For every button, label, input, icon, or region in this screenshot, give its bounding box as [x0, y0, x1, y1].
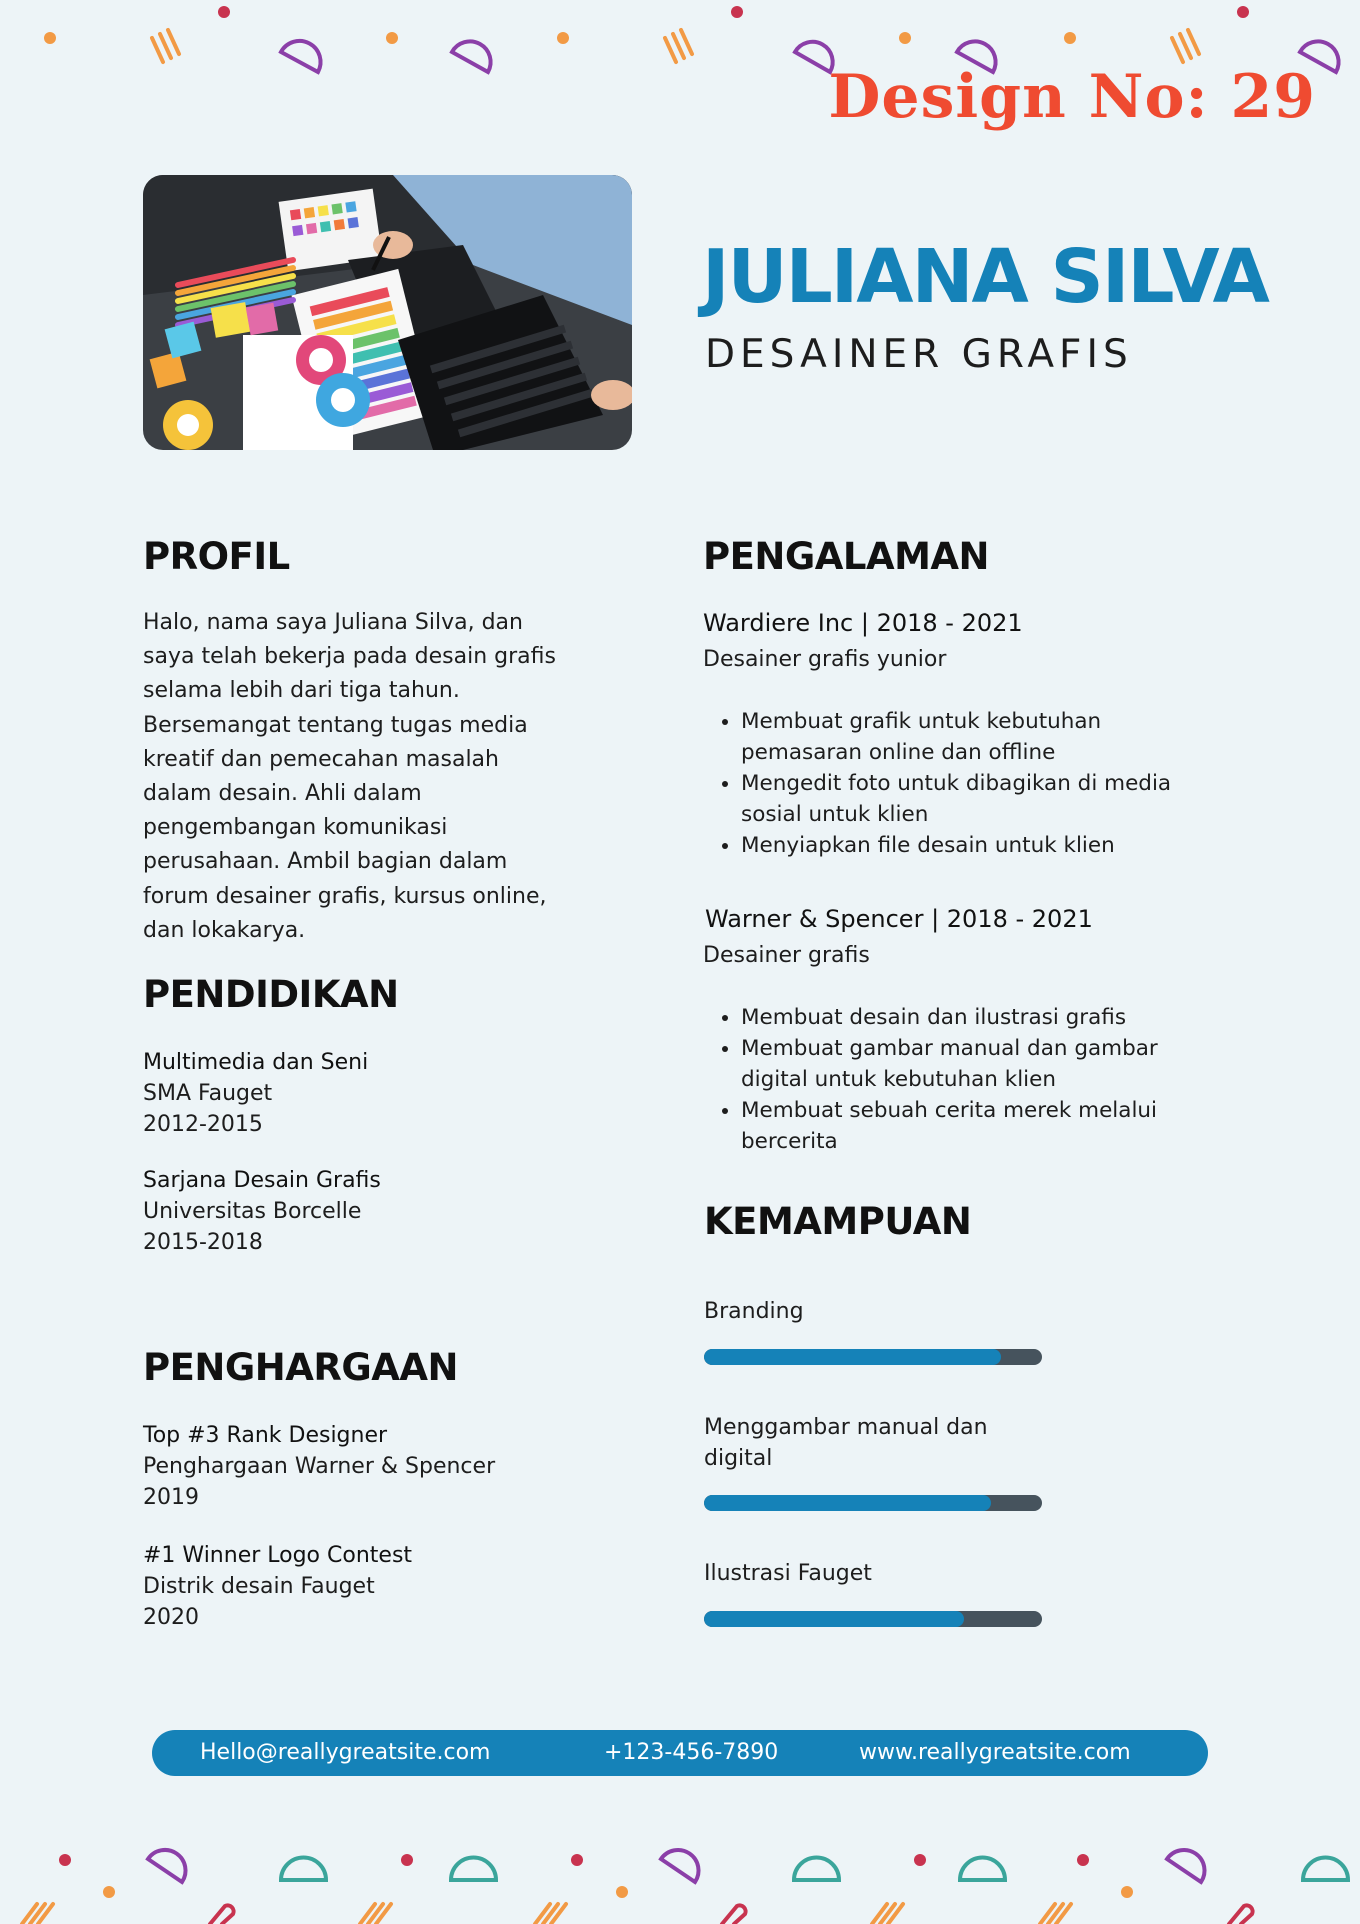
profile-line: forum desainer grafis, kursus online,: [143, 883, 547, 909]
education-entry: [143, 1165, 381, 1258]
profile-line: Halo, nama saya Juliana Silva, dan: [143, 610, 523, 635]
list-item: • Membuat desain dan ilustrasi grafis: [741, 1002, 1221, 1033]
job-bullet-list: [703, 706, 1221, 861]
designer-desk-photo: [143, 175, 632, 450]
profile-line: saya telah bekerja pada desain grafis: [143, 644, 556, 670]
contact-email[interactable]: Hello@reallygreatsite.com: [200, 1740, 491, 1765]
skill-bar-fill: [704, 1611, 964, 1627]
job-title: Wardiere Inc | 2018 - 2021: [703, 609, 1023, 637]
skill-bar: [704, 1495, 1042, 1511]
contact-phone[interactable]: +123-456-7890: [604, 1740, 779, 1765]
education-place: Universitas Borcelle: [143, 1199, 362, 1224]
list-item: • Mengedit foto untuk dibagikan di media sosial untuk klien: [741, 768, 1221, 830]
person-role: DESAINER GRAFIS: [705, 332, 1133, 377]
contact-website[interactable]: www.reallygreatsite.com: [859, 1740, 1131, 1765]
list-item: • Menyiapkan file desain untuk klien: [741, 830, 1221, 861]
profile-line: kreatif dan pemecahan masalah: [143, 746, 499, 772]
award-title: #1 Winner Logo Contest: [143, 1543, 413, 1568]
profile-line: dan lokakarya.: [143, 917, 306, 943]
education-years: 2015-2018: [143, 1230, 263, 1255]
profile-line: dalam desain. Ahli dalam: [143, 781, 422, 807]
list-item: • Membuat sebuah cerita merek melalui bercerita: [741, 1095, 1221, 1157]
award-year: 2020: [143, 1605, 199, 1630]
skill-bar-fill: [704, 1495, 991, 1511]
person-name: JULIANA SILVA: [702, 234, 1268, 320]
education-title: Sarjana Desain Grafis: [143, 1168, 381, 1193]
profile-line: Bersemangat tentang tugas media: [143, 712, 528, 738]
skill-label: Branding: [704, 1299, 804, 1324]
skill-bar: [704, 1611, 1042, 1627]
job-title: Warner & Spencer | 2018 - 2021: [705, 905, 1093, 933]
skills-heading: KEMAMPUAN: [704, 1200, 972, 1243]
skill-label: Ilustrasi Fauget: [704, 1561, 872, 1586]
list-item: • Membuat grafik untuk kebutuhan pemasaran online dan offline: [741, 706, 1221, 768]
job-bullet-list: [703, 1002, 1221, 1157]
education-years: 2012-2015: [143, 1112, 263, 1137]
education-entry: [143, 1047, 368, 1140]
profile-line: pengembangan komunikasi: [143, 815, 448, 841]
profile-line: selama lebih dari tiga tahun.: [143, 678, 460, 704]
list-item: • Membuat gambar manual dan gambar digital untuk kebutuhan klien: [741, 1033, 1221, 1095]
contact-bar: [152, 1730, 1208, 1776]
education-title: Multimedia dan Seni: [143, 1050, 369, 1075]
profile-line: perusahaan. Ambil bagian dalam: [143, 849, 508, 875]
award-detail: Distrik desain Fauget: [143, 1574, 375, 1599]
bottom-confetti-decoration: [0, 1834, 1360, 1924]
education-heading: PENDIDIKAN: [143, 973, 399, 1016]
profile-heading: PROFIL: [143, 535, 290, 578]
skill-bar: [704, 1349, 1042, 1365]
award-entry: [143, 1540, 412, 1633]
job-position: Desainer grafis: [703, 943, 870, 968]
skill-bar-fill: [704, 1349, 1001, 1365]
design-number-title: Design No: 29: [828, 62, 1316, 132]
experience-heading: PENGALAMAN: [703, 535, 989, 578]
profile-text: [143, 606, 583, 948]
education-place: SMA Fauget: [143, 1081, 273, 1106]
award-year: 2019: [143, 1485, 199, 1510]
awards-heading: PENGHARGAAN: [143, 1346, 458, 1389]
job-position: Desainer grafis yunior: [703, 647, 947, 672]
skill-label: Menggambar manual dan digital: [704, 1415, 988, 1471]
award-title: Top #3 Rank Designer: [143, 1423, 388, 1448]
award-detail: Penghargaan Warner & Spencer: [143, 1454, 496, 1479]
award-entry: [143, 1420, 495, 1513]
